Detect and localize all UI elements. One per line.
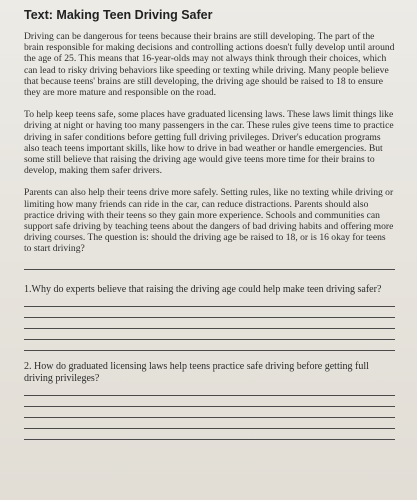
question-1: 1.Why do experts believe that raising the driving age could help make teen driving safer? [24, 283, 382, 295]
answer-line[interactable] [24, 328, 395, 329]
paragraph-brain-development: Driving can be dangerous for teens because their brains are still developing. The part of the brain responsible for making decisions and controlling actions doesn't fully develop until around the age of 25. This means that 16-year-olds may not always think through their choices, which can lead to risky driving behaviors like speeding or texting while driving. Many people believe that because teens' brains are still developing, the driving age should be raised to 18 to ensure they are more mature and responsible on the road. [24, 31, 395, 99]
answer-line[interactable] [24, 417, 395, 418]
answer-lines-question-2 [24, 395, 395, 440]
answer-lines-question-1 [24, 306, 395, 351]
answer-line[interactable] [24, 428, 395, 429]
paragraph-graduated-licensing: To help keep teens safe, some places have graduated licensing laws. These laws limit things like driving at night or having too many passengers in the car. These rules give teens time to practice driving in safer conditions before getting full driving privileges. Driver's education programs also teach teens important skills, like how to drive in bad weather or handle emergencies. But some still believe that raising the driving age would give teens more time for their brains to develop, making them safer drivers. [24, 109, 394, 177]
answer-line[interactable] [24, 395, 395, 396]
answer-line[interactable] [24, 339, 395, 340]
question-2: 2. How do graduated licensing laws help teens practice safe driving before getting full driving privileges? [24, 360, 369, 384]
paragraph-parents-help: Parents can also help their teens drive more safely. Setting rules, like no texting while driving or limiting how many friends can ride in the car, can reduce distractions. Parents should also practice driving with their teens so they gain more experience. Schools and communities can support safe driving by teaching teens about the dangers of bad driving habits and offering more driving courses. The question is: should the driving age be raised to 18, or is 16 okay for teens to start driving? [24, 187, 394, 255]
worksheet-title: Text: Making Teen Driving Safer [24, 8, 213, 22]
answer-line[interactable] [24, 306, 395, 307]
answer-line[interactable] [24, 406, 395, 407]
answer-line[interactable] [24, 439, 395, 440]
answer-line[interactable] [24, 269, 395, 270]
answer-line[interactable] [24, 317, 395, 318]
answer-line[interactable] [24, 350, 395, 351]
